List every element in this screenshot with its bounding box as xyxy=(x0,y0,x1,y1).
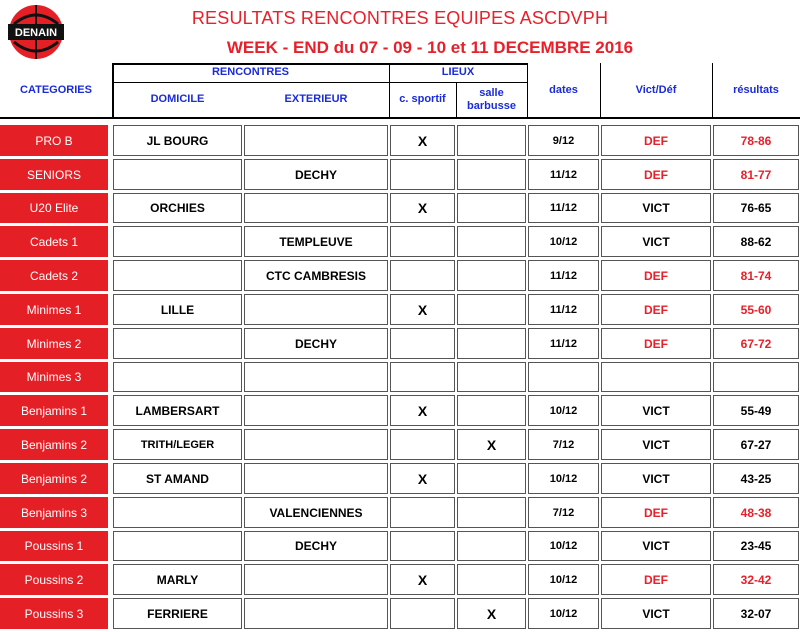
salle-barbusse-mark xyxy=(456,463,527,494)
date-cell xyxy=(527,362,600,392)
date-cell: 11/12 xyxy=(550,168,577,181)
header-c-sportif: c. sportif xyxy=(399,93,446,105)
c-sportif-mark: X xyxy=(417,132,428,149)
date-cell: 10/12 xyxy=(549,573,578,586)
header-salle-barbusse: salle barbusse xyxy=(467,86,516,112)
domicile-cell: ST AMAND xyxy=(146,471,209,486)
exterieur-cell xyxy=(243,463,389,494)
vict-def-cell: DEF xyxy=(644,133,668,148)
domicile-cell: FERRIERE xyxy=(147,606,208,621)
result-cell: 23-45 xyxy=(740,539,772,553)
c-sportif-mark xyxy=(389,328,456,359)
salle-barbusse-mark: X xyxy=(486,436,497,453)
exterieur-cell xyxy=(243,193,389,223)
vict-def-cell: VICT xyxy=(642,471,670,486)
salle-barbusse-mark xyxy=(456,193,527,223)
domicile-cell: JL BOURG xyxy=(146,133,209,148)
vict-def-cell: DEF xyxy=(644,268,668,283)
domicile-cell xyxy=(112,362,243,392)
salle-barbusse-mark xyxy=(456,497,527,528)
category-cell: Poussins 3 xyxy=(0,598,108,629)
domicile-cell: ORCHIES xyxy=(150,201,205,215)
salle-barbusse-mark xyxy=(456,125,527,156)
result-cell: 81-77 xyxy=(740,167,772,182)
vict-def-cell: DEF xyxy=(644,167,668,182)
date-cell: 7/12 xyxy=(552,438,575,451)
category-cell: Poussins 2 xyxy=(0,564,108,595)
salle-barbusse-mark xyxy=(456,226,527,257)
domicile-cell xyxy=(112,260,243,291)
exterieur-cell xyxy=(243,294,389,325)
header-resultats: résultats xyxy=(733,83,779,96)
vict-def-cell: DEF xyxy=(644,336,668,351)
salle-barbusse-mark xyxy=(456,260,527,291)
category-cell: Minimes 2 xyxy=(0,328,108,359)
date-cell: 9/12 xyxy=(552,134,575,147)
c-sportif-mark xyxy=(389,159,456,190)
date-cell: 7/12 xyxy=(552,506,575,519)
c-sportif-mark: X xyxy=(417,402,428,419)
result-cell: 43-25 xyxy=(740,471,772,486)
date-cell: 10/12 xyxy=(549,404,578,417)
c-sportif-mark xyxy=(389,497,456,528)
header-dates: dates xyxy=(549,83,578,96)
category-cell: Benjamins 2 xyxy=(0,463,108,494)
domicile-cell xyxy=(112,497,243,528)
result-cell: 67-72 xyxy=(740,336,772,351)
c-sportif-mark: X xyxy=(417,571,428,588)
vict-def-cell: VICT xyxy=(642,201,670,215)
category-cell: U20 Elite xyxy=(0,193,108,223)
salle-barbusse-mark xyxy=(456,159,527,190)
exterieur-cell xyxy=(243,598,389,629)
domicile-cell xyxy=(112,159,243,190)
domicile-cell: LILLE xyxy=(160,302,195,317)
date-cell: 11/12 xyxy=(550,269,577,282)
result-cell: 32-07 xyxy=(740,606,772,621)
vict-def-cell: VICT xyxy=(642,403,670,418)
date-cell: 10/12 xyxy=(549,472,578,485)
category-cell: PRO B xyxy=(0,125,108,156)
domicile-cell: TRITH/LEGER xyxy=(140,438,215,451)
vict-def-cell: VICT xyxy=(642,606,670,621)
c-sportif-mark xyxy=(389,260,456,291)
c-sportif-mark xyxy=(389,531,456,561)
category-cell: Minimes 3 xyxy=(0,362,108,392)
date-cell: 10/12 xyxy=(549,607,578,620)
c-sportif-mark: X xyxy=(417,301,428,318)
category-cell: Minimes 1 xyxy=(0,294,108,325)
result-cell: 55-49 xyxy=(740,403,772,418)
exterieur-cell xyxy=(243,395,389,426)
salle-barbusse-mark xyxy=(456,328,527,359)
date-cell: 11/12 xyxy=(550,337,577,350)
domicile-cell xyxy=(112,531,243,561)
vict-def-cell: VICT xyxy=(642,539,670,553)
category-cell: Benjamins 1 xyxy=(0,395,108,426)
result-cell: 48-38 xyxy=(740,505,772,520)
vict-def-cell: VICT xyxy=(642,437,670,452)
header-lieux: LIEUX xyxy=(441,66,475,78)
vict-def-cell: VICT xyxy=(642,234,670,249)
logo-text: DENAIN xyxy=(14,27,58,39)
c-sportif-mark xyxy=(389,362,456,392)
exterieur-cell xyxy=(243,125,389,156)
domicile-cell xyxy=(112,328,243,359)
domicile-cell: LAMBERSART xyxy=(135,403,220,418)
category-cell: Cadets 1 xyxy=(0,226,108,257)
salle-barbusse-mark xyxy=(456,531,527,561)
salle-barbusse-mark xyxy=(456,564,527,595)
exterieur-cell xyxy=(243,429,389,460)
header-domicile: DOMICILE xyxy=(150,93,205,105)
exterieur-cell: DECHY xyxy=(294,539,337,553)
exterieur-cell: CTC CAMBRESIS xyxy=(265,268,366,283)
c-sportif-mark: X xyxy=(417,470,428,487)
page-title: RESULTATS RENCONTRES EQUIPES ASCDVPH xyxy=(191,8,609,28)
header-rencontres: RENCONTRES xyxy=(211,66,289,78)
result-cell: 55-60 xyxy=(740,302,772,317)
vict-def-cell: DEF xyxy=(644,572,668,587)
result-cell: 76-65 xyxy=(740,201,772,215)
category-cell: Cadets 2 xyxy=(0,260,108,291)
salle-barbusse-mark: X xyxy=(486,605,497,622)
exterieur-cell: TEMPLEUVE xyxy=(279,234,353,249)
salle-barbusse-mark xyxy=(456,362,527,392)
category-cell: SENIORS xyxy=(0,159,108,190)
c-sportif-mark xyxy=(389,429,456,460)
result-cell: 81-74 xyxy=(740,268,772,283)
result-cell xyxy=(712,362,800,392)
vict-def-cell xyxy=(600,362,712,392)
header-categories: CATEGORIES xyxy=(20,83,92,96)
date-cell: 11/12 xyxy=(550,303,577,316)
salle-barbusse-mark xyxy=(456,395,527,426)
c-sportif-mark: X xyxy=(417,200,428,216)
header-exterieur: EXTERIEUR xyxy=(284,93,348,105)
date-cell: 10/12 xyxy=(549,235,578,248)
vict-def-cell: DEF xyxy=(644,505,668,520)
domicile-cell xyxy=(112,226,243,257)
salle-barbusse-mark xyxy=(456,294,527,325)
c-sportif-mark xyxy=(389,226,456,257)
header-vict-def: Vict/Déf xyxy=(635,83,677,96)
exterieur-cell xyxy=(243,362,389,392)
exterieur-cell: VALENCIENNES xyxy=(269,505,363,520)
domicile-cell: MARLY xyxy=(156,572,199,587)
c-sportif-mark xyxy=(389,598,456,629)
exterieur-cell: DECHY xyxy=(294,336,337,351)
result-cell: 67-27 xyxy=(740,437,772,452)
grid-line xyxy=(0,117,800,119)
page-subtitle: WEEK - END du 07 - 09 - 10 et 11 DECEMBRE 2016 xyxy=(226,38,634,57)
category-cell: Benjamins 2 xyxy=(0,429,108,460)
date-cell: 11/12 xyxy=(550,202,577,214)
result-cell: 78-86 xyxy=(740,133,772,148)
exterieur-cell xyxy=(243,564,389,595)
vict-def-cell: DEF xyxy=(644,302,668,317)
category-cell: Benjamins 3 xyxy=(0,497,108,528)
date-cell: 10/12 xyxy=(549,540,578,552)
category-cell: Poussins 1 xyxy=(0,531,108,561)
result-cell: 88-62 xyxy=(740,234,772,249)
exterieur-cell: DECHY xyxy=(294,167,337,182)
result-cell: 32-42 xyxy=(740,572,772,587)
